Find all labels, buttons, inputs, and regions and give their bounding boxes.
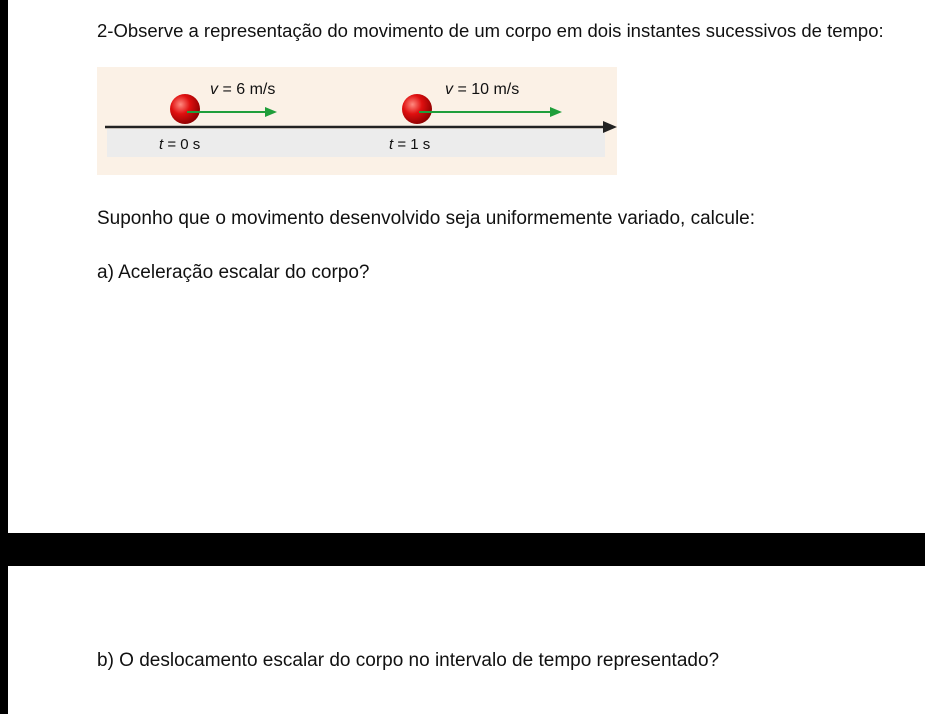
left-border bbox=[0, 0, 8, 714]
time-label-t0: t = 0 s bbox=[159, 136, 201, 153]
ball-t0 bbox=[170, 94, 200, 124]
figure-background bbox=[97, 67, 617, 175]
motion-figure bbox=[97, 67, 617, 175]
item-a: a) Aceleração escalar do corpo? bbox=[97, 262, 370, 283]
time-label-t1: t = 1 s bbox=[389, 136, 431, 153]
item-b: b) O deslocamento escalar do corpo no intervalo de tempo representado? bbox=[97, 650, 720, 671]
velocity-label-t0: v = 6 m/s bbox=[210, 81, 276, 98]
motion-diagram bbox=[97, 67, 617, 175]
question-title: 2-Observe a representação do movimento de um corpo em dois instantes sucessivos de tempo: bbox=[97, 20, 884, 41]
question-supposition: Suponho que o movimento desenvolvido seja uniformemente variado, calcule: bbox=[97, 208, 756, 229]
ball-t1 bbox=[402, 94, 432, 124]
black-separator bbox=[0, 533, 925, 566]
velocity-label-t1: v = 10 m/s bbox=[445, 81, 520, 98]
